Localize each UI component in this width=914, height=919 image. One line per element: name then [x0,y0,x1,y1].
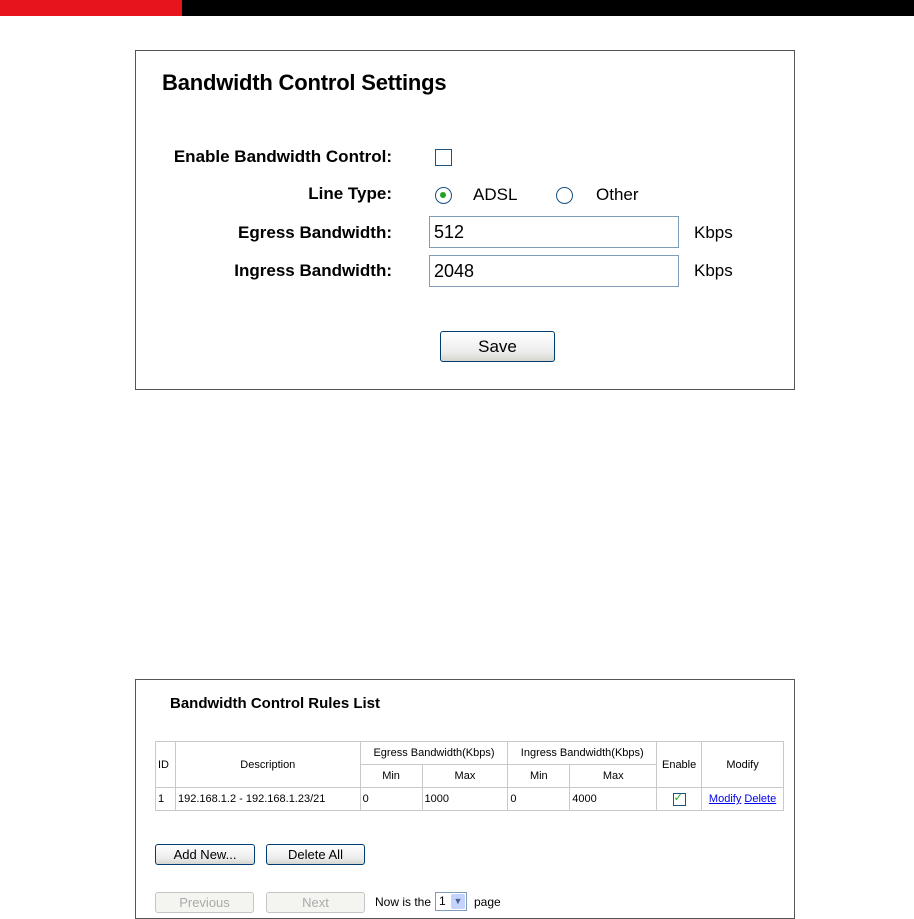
header-id: ID [156,742,176,788]
page-select[interactable] [435,892,467,911]
add-new-button[interactable]: Add New... [155,844,255,865]
egress-unit: Kbps [694,223,733,242]
top-banner-accent [0,0,182,16]
header-egress-max: Max [422,765,508,788]
page-suffix-text: page [474,895,501,909]
row-enable-checkbox[interactable] [673,793,686,806]
ingress-bandwidth-label: Ingress Bandwidth: [234,261,392,280]
table-header-row [156,742,784,765]
header-modify: Modify [702,742,784,788]
header-enable: Enable [657,742,702,788]
save-button[interactable]: Save [440,331,555,362]
header-description: Description [175,742,360,788]
radio-selected-dot [440,192,446,198]
line-type-adsl-radio[interactable] [435,187,452,204]
ingress-bandwidth-input[interactable] [429,255,679,287]
header-ingress-max: Max [570,765,657,788]
table-row [156,788,784,811]
rules-title: Bandwidth Control Rules List [170,695,380,712]
bandwidth-settings-panel [135,50,795,390]
row-egress-max: 1000 [422,788,508,811]
line-type-adsl-label: ADSL [473,185,518,204]
page-select-value: 1 [439,894,446,908]
header-ingress: Ingress Bandwidth(Kbps) [508,742,657,765]
header-egress: Egress Bandwidth(Kbps) [360,742,508,765]
line-type-other-radio[interactable] [556,187,573,204]
header-egress-min: Min [360,765,422,788]
row-ingress-max: 4000 [570,788,657,811]
line-type-other-label: Other [596,185,639,204]
delete-link[interactable]: Delete [744,793,777,805]
rules-table [155,741,784,811]
line-type-label: Line Type: [308,184,392,203]
row-egress-min: 0 [360,788,422,811]
chevron-down-icon: ▼ [451,894,465,909]
header-ingress-min: Min [508,765,570,788]
row-ingress-min: 0 [508,788,570,811]
row-enable-cell [657,788,702,811]
ingress-unit: Kbps [694,261,733,280]
settings-title: Bandwidth Control Settings [162,70,447,95]
row-modify-cell [702,788,784,811]
enable-bandwidth-checkbox[interactable] [435,149,452,166]
rules-list-panel [135,679,795,919]
page-prefix-text: Now is the [375,895,432,909]
checkmark-icon: ✓ [673,791,683,804]
delete-all-button[interactable]: Delete All [266,844,365,865]
row-description: 192.168.1.2 - 192.168.1.23/21 [175,788,360,811]
previous-button[interactable]: Previous [155,892,254,913]
egress-bandwidth-label: Egress Bandwidth: [238,223,392,242]
row-id: 1 [156,788,176,811]
modify-link[interactable]: Modify [708,793,742,805]
next-button[interactable]: Next [266,892,365,913]
egress-bandwidth-input[interactable] [429,216,679,248]
top-banner [0,0,914,16]
enable-bandwidth-label: Enable Bandwidth Control: [173,147,392,166]
